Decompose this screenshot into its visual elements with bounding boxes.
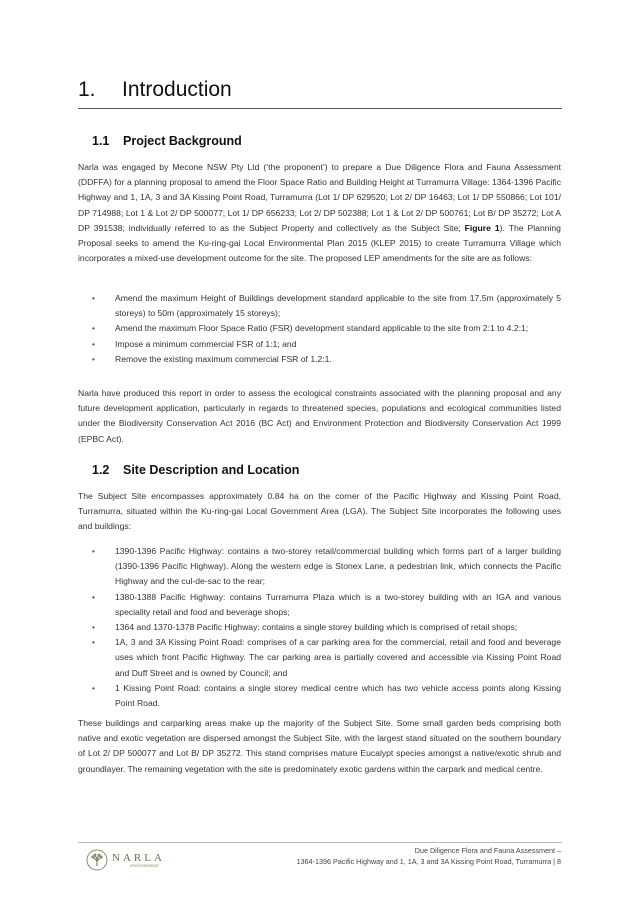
- bullet-icon: •: [92, 592, 95, 602]
- paragraph-site-description: [78, 489, 561, 535]
- list-item: • Impose a minimum commercial FSR of 1:1; and: [92, 337, 561, 352]
- list-item: • 1380-1388 Pacific Highway: contains Turramurra Plaza which is a two-storey building with an IGA and various speciality retail and food and beverage shops;: [92, 591, 561, 617]
- bullet-icon: •: [92, 324, 95, 334]
- figure-reference-link[interactable]: Figure 1: [464, 222, 500, 233]
- bullet-list-lep-amendments: [92, 291, 561, 367]
- paragraph-report-purpose: [78, 386, 561, 447]
- list-item: • 1390-1396 Pacific Highway: contains a two-storey retail/commercial building which forms part of a larger building (1390-1396 Pacific Highway). Along the western edge is Stonex Lane, a pedestrian link, which connects the Pacific Highway and the cul-de-sac to the rear;: [92, 546, 561, 587]
- list-item: • 1364 and 1370-1378 Pacific Highway: contains a single storey building which is comprised of retail shops;: [92, 620, 561, 635]
- footer-caption: [297, 845, 561, 867]
- section-heading: [78, 78, 562, 109]
- logo-tagline: environmental: [130, 863, 159, 869]
- bullet-icon: •: [92, 354, 95, 364]
- paragraph-project-background: [78, 160, 561, 266]
- paragraph-text: The Subject Site encompasses approximately 0.84 ha on the corner of the Pacific Highway and Kissing Point Road, Turramurra, situated within the Ku-ring-gai Local Government Area (LGA). The Subject Site incorporates the following uses and buildings:: [78, 491, 561, 532]
- paragraph-text: These buildings and carparking areas make up the majority of the Subject Site. Some small garden beds comprising both native and exotic vegetation are dispersed amongst the Subject Site, with the largest stand situated on the southern boundary of Lot 2/ DP 500077 and Lot B/ DP 35272. This stand comprises mature Eucalypt species amongst a native/exotic shrub and groundlayer. The remaining vegetation with the site is predominately exotic gardens within the carpark and medical centre.: [78, 718, 561, 774]
- section-number: 1.: [78, 78, 96, 101]
- subsection-number: 1.1: [92, 134, 110, 148]
- bullet-list-site-uses: [92, 544, 561, 711]
- bullet-icon: •: [92, 339, 95, 349]
- bullet-icon: •: [92, 294, 95, 303]
- subsection-heading-project-background: [92, 134, 242, 148]
- bullet-icon: •: [92, 623, 95, 633]
- paragraph-text: ). The Planning Proposal seeks to amend the Ku-ring-gai Local Environmental Plan 2015 (KLEP 2015) to create Turramurra Village which incorporates a mixed-use development outcome for the site. The proposed LEP amendments for the site are as follows:: [78, 222, 561, 264]
- subsection-title: Site Description and Location: [123, 463, 300, 477]
- logo-name: NARLA: [112, 851, 165, 864]
- paragraph-text: Narla was engaged by Mecone NSW Pty Ltd (‘the proponent’) to prepare a Due Diligence Flora and Fauna Assessment (DDFFA) for a planning proposal to amend the Floor Space Ratio and Building Height at Turramurra Village: 1364-1396 Pacific Highway and 1, 1A, 3 and 3A Kissing Point Road, Turramurra (Lot 1/ DP 629520; Lot 2/ DP 16463; Lot 1/ DP 550866; Lot 101/ DP 714988; Lot 1 & Lot 2/ DP 500077; Lot 1/ DP 656233; Lot 2/ DP 502388; Lot 1 & Lot 2/ DP 500761; Lot B/ DP 35272; Lot A DP 391538; individually referred to as the Subject Property and collectively as the Subject Site;: [78, 162, 561, 233]
- list-item: • Amend the maximum Floor Space Ratio (FSR) development standard applicable to the site from 2:1 to 4.2:1;: [92, 321, 561, 336]
- footer-line-1: Due Diligence Flora and Fauna Assessment –: [414, 846, 561, 855]
- subsection-title: Project Background: [123, 134, 242, 148]
- footer-logo: [86, 849, 165, 871]
- bullet-icon: •: [92, 547, 95, 556]
- list-item: • 1 Kissing Point Road: contains a single storey medical centre which has two vehicle access points along Kissing Point Road.: [92, 682, 561, 709]
- narla-tree-logo-icon: [86, 849, 108, 871]
- footer-divider: [78, 842, 562, 843]
- bullet-icon: •: [92, 683, 95, 693]
- list-item: • Amend the maximum Height of Buildings development standard applicable to the site from 17.5m (approximately 5 storeys) to 50m (approximately 15 storeys);: [92, 293, 561, 319]
- paragraph-vegetation: [78, 716, 561, 777]
- subsection-heading-site-description: [92, 463, 299, 477]
- subsection-number: 1.2: [92, 463, 110, 477]
- bullet-icon: •: [92, 638, 95, 648]
- footer-line-2: 1364-1396 Pacific Highway and 1, 1A, 3 and 3A Kissing Point Road, Turramurra | 8: [296, 857, 561, 866]
- section-title: Introduction: [122, 78, 232, 101]
- paragraph-text: Narla have produced this report in order to assess the ecological constraints associated with the planning proposal and any future development application, particularly in regards to threatened species, populations and ecological communities listed under the Biodiversity Conservation Act 2016 (BC Act) and Environment Protection and Biodiversity Conservation Act 1999 (EPBC Act).: [78, 388, 561, 444]
- list-item: • 1A, 3 and 3A Kissing Point Road: comprises of a car parking area for the commercial, retail and food and beverage uses which front Pacific Highway. The car parking area is partially covered and accessible via Kissing Point Road and Duff Street and is owned by Council; and: [92, 637, 561, 678]
- list-item: • Remove the existing maximum commercial FSR of 1.2:1.: [92, 352, 561, 367]
